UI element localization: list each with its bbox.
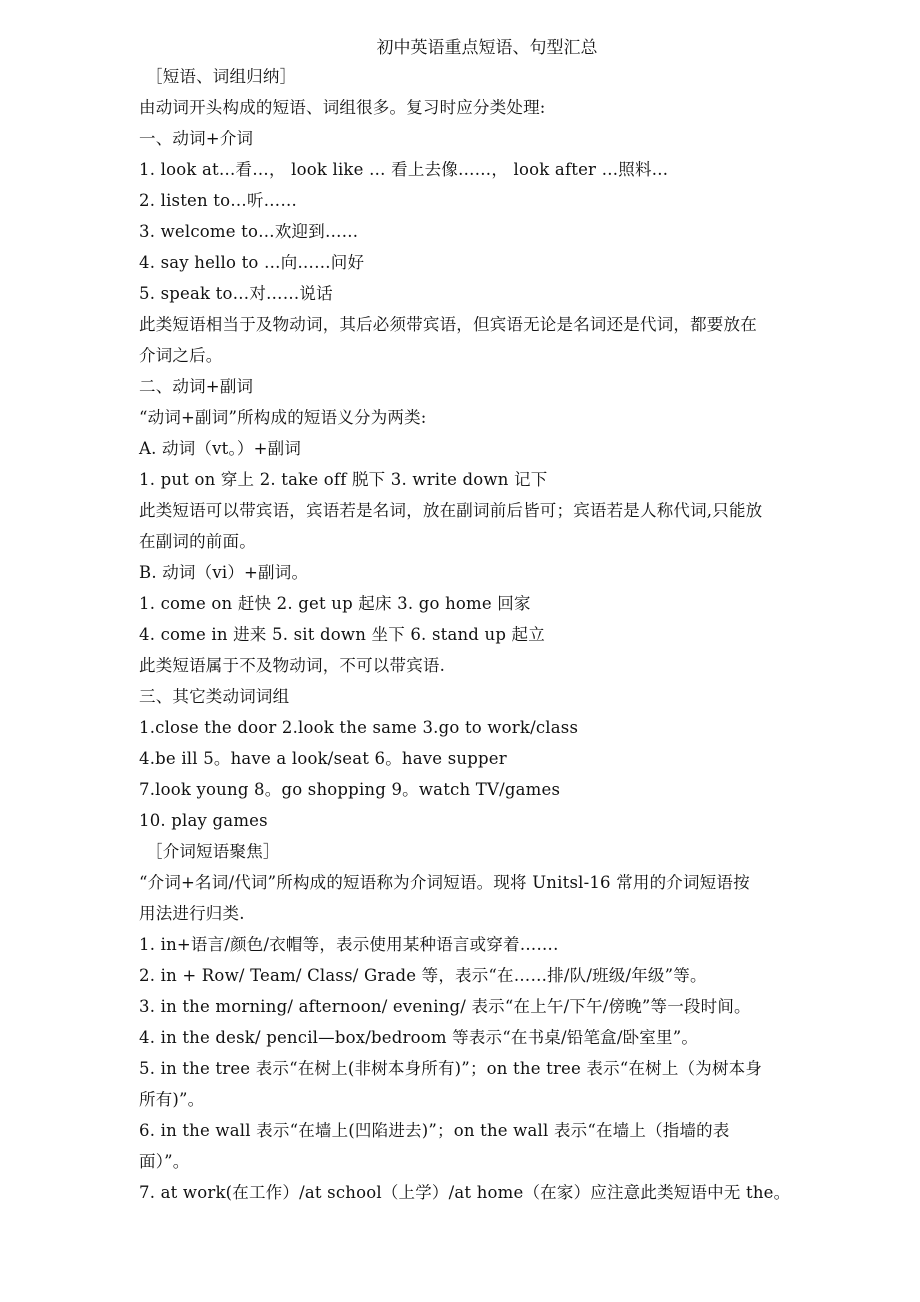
list-item: 2. in + Row/ Team/ Class/ Grade 等，表示“在……排/队/班级/年级”等。: [139, 966, 707, 985]
subsection-heading: 二、动词+副词: [139, 377, 254, 396]
paragraph-line: 此类短语属于不及物动词，不可以带宾语.: [139, 656, 446, 675]
list-item: 4. come in 进来 5. sit down 坐下 6. stand up 起立: [139, 625, 545, 644]
list-item: 5. speak to…对……说话: [139, 284, 333, 303]
paragraph-line: 此类短语可以带宾语，宾语若是名词，放在副词前后皆可；宾语若是人称代词,只能放: [139, 501, 763, 520]
paragraph-line: “介词+名词/代词”所构成的短语称为介词短语。现将 Unitsl-16 常用的介词短语按: [139, 873, 750, 892]
list-item: 3. welcome to…欢迎到……: [139, 222, 359, 241]
document-title: 初中英语重点短语、句型汇总: [376, 38, 598, 58]
subsection-heading: B. 动词（vi）+副词。: [139, 563, 309, 582]
list-item: 3. in the morning/ afternoon/ evening/ 表示“在上午/下午/傍晚”等一段时间。: [139, 997, 751, 1016]
list-item: 1. come on 赶快 2. get up 起床 3. go home 回家: [139, 594, 531, 613]
list-item: 1. look at…看…， look like … 看上去像……， look after …照料…: [139, 160, 669, 179]
list-item: 4.be ill 5。have a look/seat 6。have supper: [139, 749, 507, 768]
list-item-continued: 所有)”。: [139, 1090, 205, 1109]
list-item: 5. in the tree 表示“在树上(非树本身所有)”；on the tree 表示“在树上（为树本身: [139, 1059, 763, 1078]
section-heading-prepositions: ［介词短语聚焦］: [146, 842, 280, 861]
list-item: 6. in the wall 表示“在墙上(凹陷进去)”；on the wall 表示“在墙上（指墙的表: [139, 1121, 730, 1140]
list-item: 7. at work(在工作）/at school（上学）/at home（在家）应注意此类短语中无 the。: [139, 1183, 791, 1202]
paragraph-line: 此类短语相当于及物动词，其后必须带宾语，但宾语无论是名词还是代词，都要放在: [139, 315, 757, 334]
list-item: 1.close the door 2.look the same 3.go to work/class: [139, 718, 579, 737]
list-item: 10. play games: [139, 811, 268, 830]
list-item: 1. put on 穿上 2. take off 脱下 3. write down 记下: [139, 470, 548, 489]
list-item: 2. listen to…听……: [139, 191, 298, 210]
paragraph-line: 用法进行归类.: [139, 904, 245, 923]
paragraph-line: “动词+副词”所构成的短语义分为两类:: [139, 408, 427, 427]
section-heading-phrases: ［短语、词组归纳］: [146, 67, 297, 86]
paragraph-line: 介词之后。: [139, 346, 223, 365]
list-item-continued: 面）”。: [139, 1152, 190, 1171]
list-item: 4. say hello to …向……问好: [139, 253, 365, 272]
list-item: 4. in the desk/ pencil—box/bedroom 等表示“在书桌/铅笔盒/卧室里”。: [139, 1028, 699, 1047]
list-item: 7.look young 8。go shopping 9。watch TV/games: [139, 780, 561, 799]
subsection-heading: 一、动词+介词: [139, 129, 254, 148]
subsection-heading: 三、其它类动词词组: [139, 687, 290, 706]
subsection-heading: A. 动词（vt。）+副词: [139, 439, 302, 458]
list-item: 1. in+语言/颜色/衣帽等，表示使用某种语言或穿着…….: [139, 935, 559, 954]
paragraph-line: 在副词的前面。: [139, 532, 256, 551]
paragraph-line: 由动词开头构成的短语、词组很多。复习时应分类处理:: [139, 98, 546, 117]
